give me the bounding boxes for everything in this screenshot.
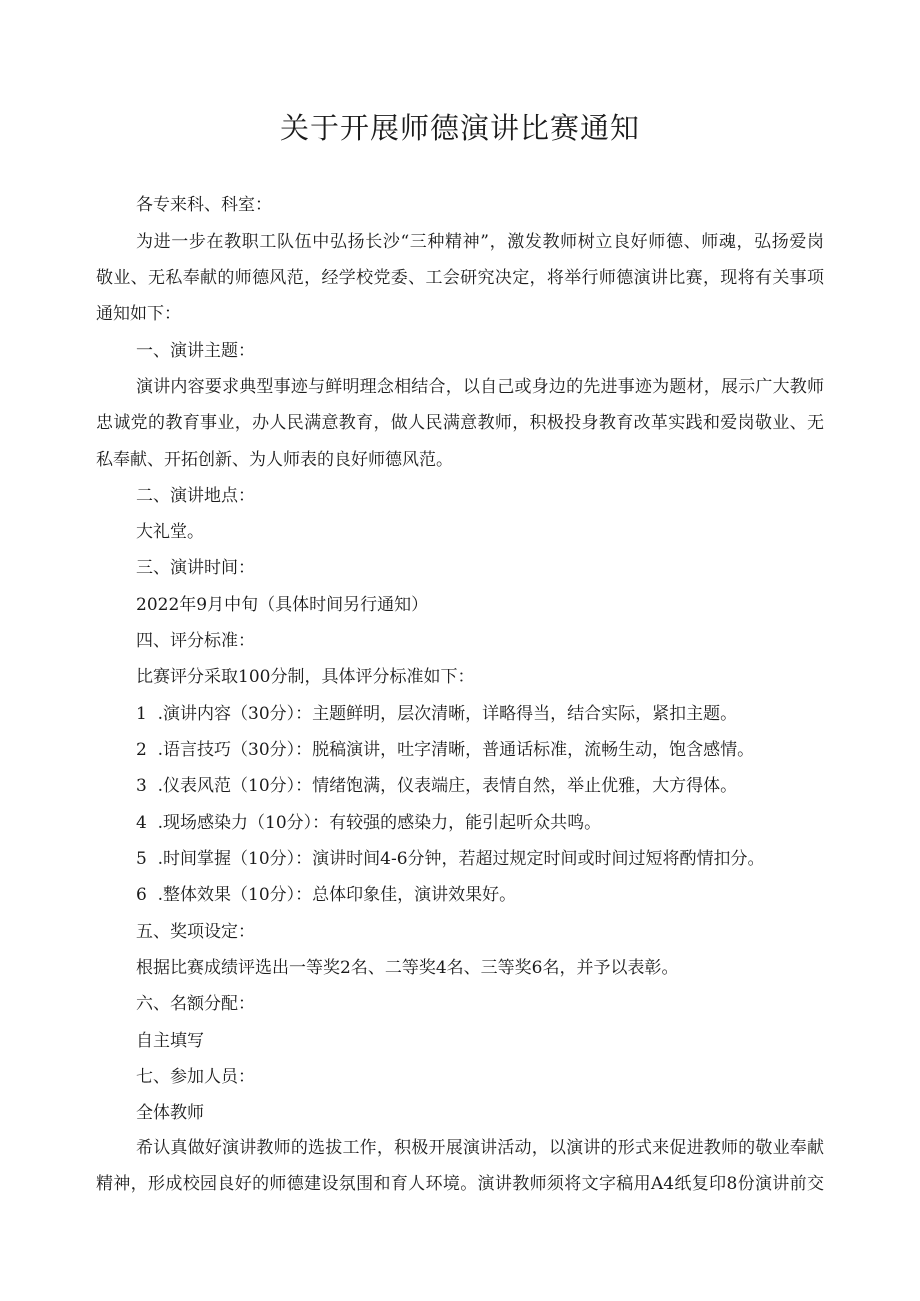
criteria-item-2: 2 .语言技巧（30分）：脱稿演讲，吐字清晰，普通话标准，流畅生动，饱含感情。 [136,740,755,760]
section-7-heading: 七、参加人员： [136,1067,255,1087]
intro-line-3: 通知如下： [96,304,181,324]
section-5-heading: 五、奖项设定： [136,922,255,942]
closing-line-1: 希认真做好演讲教师的选拔工作，积极开展演讲活动，以演讲的形式来促进教师的敬业奉献 [136,1138,824,1158]
section-5-text: 根据比赛成绩评选出一等奖2名、二等奖4名、三等奖6名，并予以表彰。 [136,958,679,978]
section-6-heading: 六、名额分配： [136,994,255,1014]
criteria-item-6: 6 .整体效果（10分）：总体印象佳，演讲效果好。 [136,885,517,905]
intro-line-2: 敬业、无私奉献的师德风范，经学校党委、工会研究决定，将举行师德演讲比赛，现将有关事项 [96,268,824,288]
section-2-heading: 二、演讲地点： [136,486,255,506]
document-title: 关于开展师德演讲比赛通知 [279,111,640,145]
criteria-item-1: 1 .演讲内容（30分）：主题鲜明，层次清晰，详略得当，结合实际，紧扣主题。 [136,704,738,724]
section-3-heading: 三、演讲时间： [136,558,255,578]
section-4-intro: 比赛评分采取100分制，具体评分标准如下： [136,667,475,687]
section-2-text: 大礼堂。 [136,522,204,542]
section-1-line-3: 私奉献、开拓创新、为人师表的良好师德风范。 [96,450,453,470]
section-1-line-1: 演讲内容要求典型事迹与鲜明理念相结合，以自己或身边的先进事迹为题材，展示广大教师 [136,377,824,397]
section-1-heading: 一、演讲主题： [136,341,255,361]
criteria-item-3: 3 .仪表风范（10分）：情绪饱满，仪表端庄，表情自然，举止优雅，大方得体。 [136,776,738,796]
section-1-line-2: 忠诚党的教育事业，办人民满意教育，做人民满意教师，积极投身教育改革实践和爱岗敬业、无 [96,413,824,433]
section-7-text: 全体教师 [136,1103,204,1123]
criteria-item-4: 4 .现场感染力（10分）：有较强的感染力，能引起听众共鸣。 [136,813,602,833]
closing-line-2: 精神，形成校园良好的师德建设氛围和育人环境。演讲教师须将文字稿用A4纸复印8份演讲前交 [96,1174,824,1194]
section-4-heading: 四、评分标准： [136,631,255,651]
salutation: 各专来科、科室： [136,195,272,215]
criteria-item-5: 5 .时间掌握（10分）：演讲时间4-6分钟，若超过规定时间或时间过短将酌情扣分。 [136,849,765,869]
intro-line-1: 为进一步在教职工队伍中弘扬长沙“三种精神”，激发教师树立良好师德、师魂，弘扬爱岗 [136,232,824,252]
section-3-text: 2022年9月中旬（具体时间另行通知） [136,595,429,615]
section-6-text: 自主填写 [136,1031,204,1051]
